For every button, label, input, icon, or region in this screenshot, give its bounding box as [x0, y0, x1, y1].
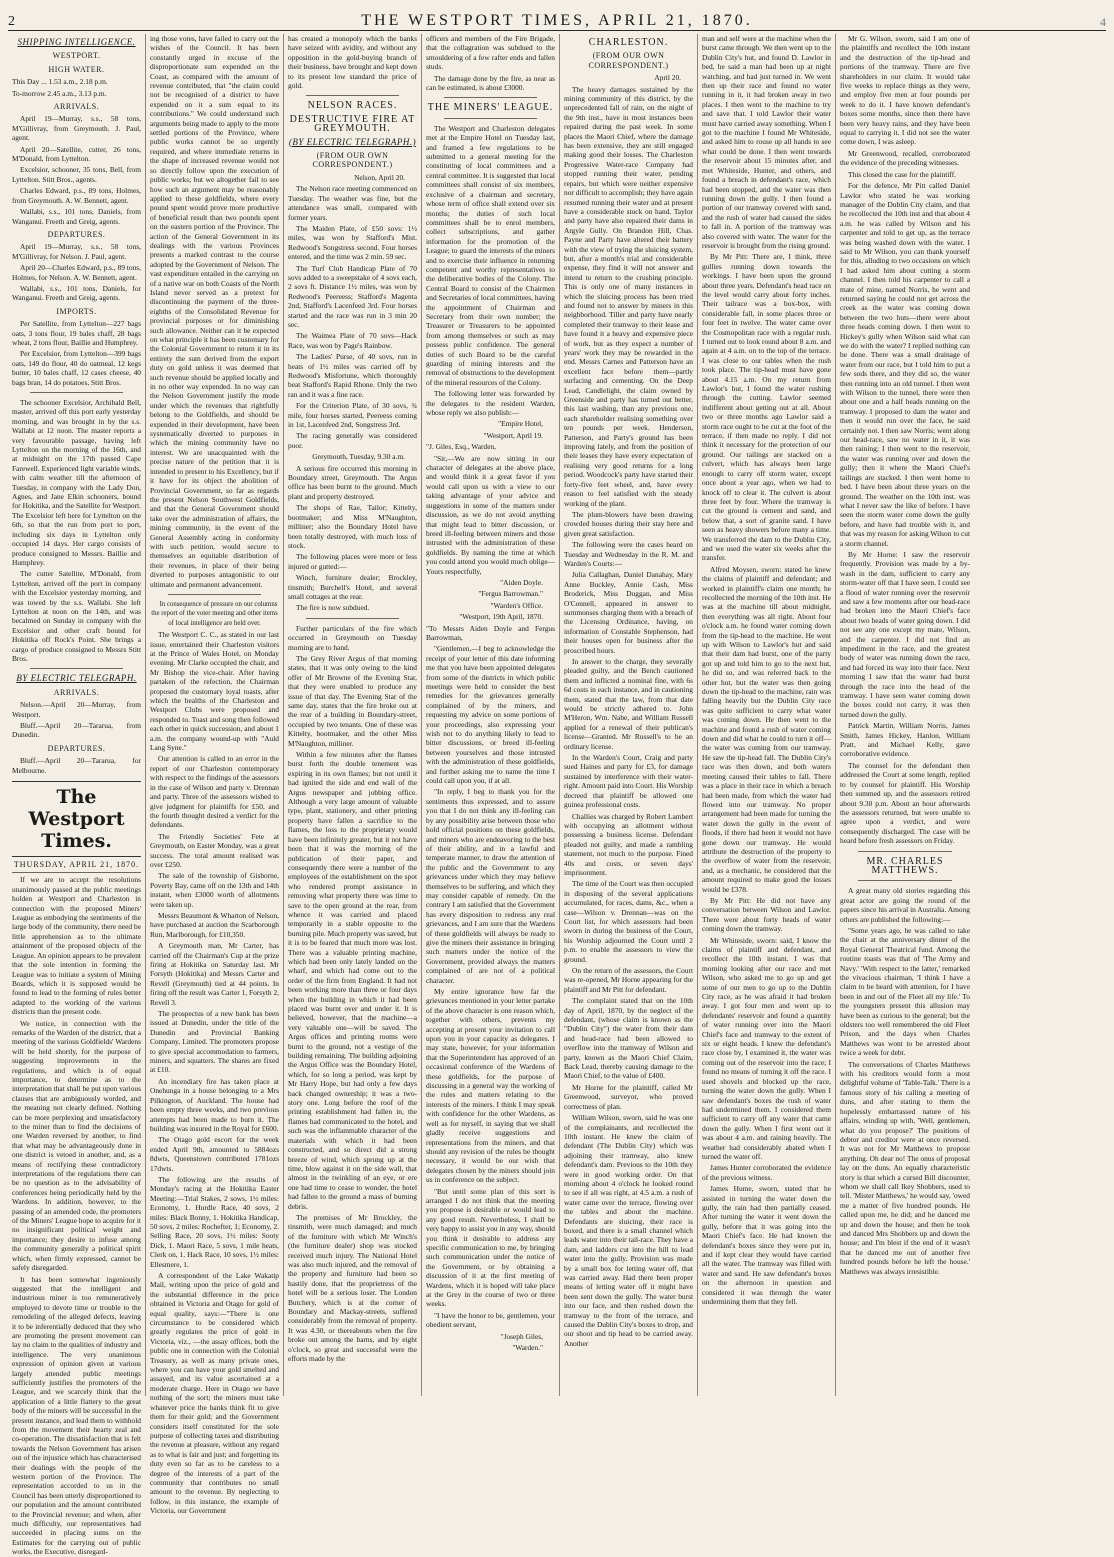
arrivals-heading: ARRIVALS.	[53, 102, 100, 112]
court-report: By Mr Pitt: There are, I think, three gullies running down towards the workings. I have been upon the ground about three years. Defendant's head race on the level would carry about forty inches. Their tailrace was a box-box, with considerable fall, in some places three or four feet in twelve. The water came over the Cosmopolitan race with a regular rush. I turned out to look round about 8 a.m. and again at 4 a.m. on to the top of the terrace. I was close to our tables when the rush took place. The tip-head must have gone about 4.15 a.m. On my return from Lawlor's hut, I found the water rushing through the cutting. Lawlor seemed indifferent about getting out at all. About two or three months ago Lawlor said a storm race ought to be cut at the foot of the terrace, if then made no reply. I did not think it necessary for the protection of our ground. Our tailings are stacked on a culvert, which has always been large enough to carry off storm water, except once about a year ago, when we had to knock off to clear it. The culvert is about three feet by four. Where the tramway is cut the ground is cement and sand, and below that, a sort of granite sand. I have seen as heavy showers before many a time. We transferred the dam to the Dublin City, and we used the water six weeks after the transfer.	[702, 252, 831, 563]
shipping-paragraph: The cutter Satellite, M'Donald, from Lyttelton, arrived off the port in company with the Excelsior yesterday morning, and was towed by the s.s. Wallabi. She left Lyttelton at noon on the 14th, and was becalmed on Sunday in company with the Excelsior and other craft bound for Hokitika off Rock's Point. She brings a cargo of produce consigned to Messrs Stitt Bros.	[12, 569, 141, 663]
court-report-continued: man and self were at the machine when the burst came through. We then went up to the Dublin City's hut, and found D. Lawlor in bed, he said a man had been up at night watching, and had just turned in. We went then up their race and found no water running in it, it had broken away in two places. I then went to the machine to try and save that. I told Lawlor their water must have carried away something. When I got to the machine I found Mr Whiteside, and asked him to rouse up all hands to see what could be done. I then went towards the reservoir about 15 minutes after, and met Whiteside, Hunter, and others, and found a breach in defendant's race, which had been stopped, and the water was then running down the gully. I then found a portion of our tramway covered with sand, and the rush of water had caused the sides to fall in. A portion of the tramway was also covered with water. The water for the reservoir is brought from the rising ground.	[702, 34, 831, 250]
fire-report: Winch, furniture dealer; Brockley, tinsmith; Burchell's Hotel, and several small cottages at the rear.	[288, 573, 417, 601]
divider	[168, 594, 261, 595]
fire-report: The following places were more or less injured or gutted:—	[288, 552, 417, 571]
imports-heading: IMPORTS.	[56, 306, 97, 316]
tel-departure-item: Bluff.—April 20—Tararua, for Melbourne.	[12, 756, 141, 775]
high-water-line: This Day ... 1.53 a.m., 2.18 p.m.	[12, 77, 108, 87]
court-report: The counsel for the defendant then addressed the Court at some length, replied to by counsel for plaintiff. His Worship then summed up, and the assessors retired about 9.30 p.m. About an hour afterwards the assessors returned, but were unable to agree upon a verdict, and were consequently discharged. The case will be heard before fresh assessors on Friday.	[840, 760, 970, 846]
court-report: Mr Whiteside, sworn: said, I know the claims of plaintiff and defendant, and recollect the 10th instant. I was that morning looking after our race and met Wilson, who asked me to go up and get some of our men to go up to the Dublin City race, as he was afraid it had broken away. I got four men and went up to defendants' reservoir and found a quantity of water running over into the Maori Chief's face and tramway to the extent of six or eight heads. I knew the defendant's race close by, I examined it, the water was coming out of the reservoir into the race; I found no means of turning it off the race. I used shovels and blocked up the race, turning the water down the gully. When I saw defendant's boxes the rush of water had undermined them. I considered them sufficient to carry off any water that came down the gully. When I first went out it was about 4 a.m. and raining heavily. The weather had considerably abated when I turned the water off.	[702, 935, 831, 1161]
charleston-paragraph: In the Warden's Court, Craig and party sued Haines and party for £3, for damage sustained by interference with their water-right. Amount paid into Court. His Worship decreed that plaintiff be allowed one guinea professional costs.	[564, 753, 693, 810]
divider	[12, 872, 141, 873]
news-item: The Friendly Societies' Fete at Greymouth, on Easter Monday, was a great success. The total amount realised was over £250.	[150, 831, 279, 869]
race-report: For the Criterion Plate, of 30 sovs, ¾ mile, four horses started, Peereess coming in 1st, Lacenfeed 2nd, Songstress 3rd.	[288, 401, 417, 430]
court-report: By Mr Pitt: He did not have any conversation between Wilson and Lawlor. There were about forty heads of water coming down the tramway.	[702, 895, 831, 934]
import-item: Per Excelsior, from Lyttelton—399 bags oats, 149 do flour, 40 do oatmeal, 12 kegs butter, 10 bales chaff, 12 cases cheese, 40 bags bran, 14 do potatoes, Stitt Bros.	[12, 349, 141, 387]
charleston-paragraph: Mr Horne for the plaintiff, called Mr Greenwood, surveyor, who proved correctness of plan.	[564, 1082, 693, 1111]
charleston-paragraph: In answer to the charge, they severally pleaded guilty, and the Bench cautioned them and inflicted a nominal fine, with 6s 6d costs in each instance, and in cautioning them, stated that the law, from that date would be strictly adhered to. John M'Heron, Wm. Nabe, and William Russell applied for a renewal of their publican's license—Granted. Mr Russell's to be an ordinary license.	[564, 657, 693, 751]
shipping-paragraph: The schooner Excelsior, Archibald Bell, master, arrived off this port early yesterday morning, and was brought in by the s.s. Wallabi at 12 noon. The master reports a very favourable passage, having left Lyttelton on the morning of the 16th, and at midnight on the 17th passed Cape Farewell. Experienced light variable winds, with calm weather till the afternoon of Tuesday, in company with the Lady Don, Agnes, and Jane Elkin schooners, bound for Hokitika, and the Satellite for Westport. The Excelsior left here for Lyttelton on the 6th, so that the run from port to port, including six days in Lyttelton only occupied 14 days. Her cargo consists of produce consigned to Messrs. Baillie and Humphrey.	[12, 398, 141, 567]
divider	[858, 851, 952, 852]
column-6	[698, 34, 836, 1396]
high-water-heading: HIGH WATER.	[48, 64, 105, 74]
divider	[858, 880, 952, 881]
place-date: Greymouth, Tuesday, 9.30 a.m.	[312, 452, 405, 462]
letter-body: "Sir,—We are now sitting in our character of delegates at the above place, and would think it a great favor if you would call upon us with a view to our taking advantage of your advice and suggestions in some of the matters under discussion, as we do not avoid anything that might lead to bitter discussion, or breed ill-feeling between miners and those intrusted with the administration of these goldfields. By naming the time at which you could attend you would much oblige—Yours respectfully,	[426, 453, 555, 576]
letter-salutation: "To Messrs Aiden Doyle and Fergus Barrowman,	[426, 623, 555, 642]
race-report: The Maiden Plate, of £50 sovs: 1½ miles, was won by Stafford's Mist. Redwood's Songstress second. Four horses entered, and the time was 2 min. 59 sec.	[288, 223, 417, 262]
column-2	[146, 34, 284, 1516]
race-report: The Turf Club Handicap Plate of 70 sovs added to a sweepstake of 4 sovs each, 2 sovs ft. Distance 1½ miles, was won by Redwood's Peereess; Stafford's Magenta 2nd, Stafford's Lacenfeed 3rd. Four horses started and the race was run in 3 min 20 sec.	[288, 263, 417, 329]
correspondent-heading: (FROM OUR OWN CORRESPONDENT.)	[588, 51, 669, 70]
notice: In consequence of pressure on our columns the report of the voter meeting and other items of local intelligence are held over.	[151, 600, 278, 627]
letter-address: "Westport, 19th April, 1870.	[459, 612, 543, 622]
letter-address: "Westport, April 19.	[483, 430, 543, 440]
nelson-races-heading: NELSON RACES.	[307, 100, 398, 112]
fire-report: The damage done by the fire, as near as can be estimated, is about £3000.	[426, 73, 555, 93]
divider	[306, 95, 399, 96]
high-water-line: To-morrow 2.45 a.m., 3.13 p.m.	[12, 88, 107, 98]
letter-body: "Gentlemen,—I beg to acknowledge the receipt of your letter of this date informing me that you have been appointed delegates from some of the districts in which public meetings were held to consider the best remedies for the grievances generally complained of by the miners, and requesting my advice on some portions of your proceedings, also expressing your wish not to do anything likely to lead to bitter discussions, or breed ill-feeling between yourselves and those intrusted with the administration of these goldfields, and further asking me to name the time I could call upon you, if at all.	[426, 644, 555, 786]
column-5	[560, 34, 698, 1396]
fire-report: The fire is now subdued.	[296, 603, 370, 613]
charleston-heading: CHARLESTON.	[588, 37, 669, 48]
page-title: THE WESTPORT TIMES, APRIL 21, 1870.	[361, 12, 753, 29]
race-report: The Nelson race meeting commenced on Tuesday. The weather was fine, but the attendance was small, compared with former years.	[288, 184, 417, 222]
fire-report: The Grey River Argus of that morning states, that it was only owing to the kind offer of Mr Browne of the Evening Star, that they were enabled to produce any issue of that day. The Evening Star of the same day, states that the fire broke out at the rear of a building in Boundary-street, occupied by two tenants. One of these was Kittelty, bootmaker, and the other Miss M'Naughton, milliner.	[288, 653, 417, 748]
league-paragraph: The Westport and Charleston delegates met at the Empire Hotel on Tuesday last, and framed a few regulations to be submitted to a general meeting for the constituting of local committees and a central committee. It is suggested that local committees shall consist of six members, exclusive of a chairman and secretary, whose term of office shall extend over six months; the duties of such local committees shall be to enrol members, collect subscriptions, and gather information for the promotion of the League; to guard the interests of the miners and to exercise their influence in returning competent and worthy representatives to the deliberative bodies of the Colony. The Central Board to consist of the Chairmen and Secretaries of local committees, having the appointment of Chairman and Secretary from their own number; the Treasurer or Treasurers to be appointed from among themselves or such as may possess public confidence. The general duties of such Board to be the careful guarding of mining interests and the removal of obstructions to the development of the mineral resources of the Colony.	[426, 123, 555, 387]
charleston-paragraph: On the return of the assessors, the Court was re-opened, Mr Horne appearing for the plaintiff and Mr Pitt for defendant.	[564, 966, 693, 994]
arrival-item: April 20—Satellite, cutter, 26 tons, M'Donald, from Lyttelton.	[12, 144, 141, 164]
charleston-paragraph: Julia Callaghan, Daniel Danahay, Mary Anne Buckley, Annie Cash, Miss Broderick, Miss Duggan, and Miss O'Connell, appeared in answer to summonses charging them with a breach of the Licensing Ordinance, having, on information of Constable Stephenson, had their houses open for business after the proscribed hours.	[564, 570, 693, 655]
fire-heading: DESTRUCTIVE FIRE AT GREYMOUTH.	[289, 113, 416, 135]
departure-item: April 20—Charles Edward, p.s., 89 tons, Holmes, for Nelson. A. W. Bennett, agent.	[12, 263, 141, 282]
telegraph-subheading: (BY ELECTRIC TELEGRAPH.)	[288, 136, 417, 147]
charleston-paragraph: The heavy damages sustained by the mining community of this district, by the unprecedented fall of rain, on the night of the 9th inst., have in most instances been repaired during the past week. In some places the Maori Chief, where the damage has been extensive, they are still engaged making good their losses. The Charleston Progressive Water-race Company had stopped running their water, pending repairs, but which were neither expensive nor difficult to accomplish; they have again resumed running their water and at present have a considerable stock on hand. Taylor and party have also repaired their dams in Argyle Gully. On Brandon Hill, Chas. Payne and Party have altered their battery with the view of trying the sluicing system, but, after a month's trial and considerable expense, they find it will not answer and intend to return to the crushing principle. This is only one of many instances in which the sluicing process has been tried and found not to answer by miners in this neighborhood. Tiller and party have nearly completed their tramway to their lease and have found it a heavy and expensive piece of work, but as they expect a number of years' work they may be rewarded in the end. Messrs Carnes and Patterson have an excellent face before them—partly surfacing and cementing. On the Deep Lead, Candlelight, the claim owned by Greenside and party has turned out better, this last washing, than any previous one, each shareholder realising something over ten pounds per week. Henderson, Patterson, and Party's ground has been improving lately, and from the position of their leases they have every expectation of realising very good returns for a long period. Woodcock's party have started their forty-five feet wheel, and, have every reason to feel satisfied with the steady working of the plant.	[564, 84, 693, 508]
letter-salutation: "J. Giles, Esq., Warden,	[426, 442, 497, 452]
court-report: James Hume, sworn, stated that he assisted in turning the water down the gully, the rain had then partially ceased. After turning the water it went down the gully, before that it was going into the Maori Chief's face. He had known the defendant's boxes since they were put in, and if kept clear they would have carried all the water. The tramway was filled with water and sand. He saw defendant's boxes on the afternoon in question and considered it was through the water undermining them that they fell.	[702, 1184, 831, 1307]
masthead	[8, 6, 1106, 31]
court-report: For the defence, Mr Pitt called Daniel Lawlor who stated he was working manager of the Dublin City claim, and that he recollected the 10th inst and that about 4 a.m. he was called by Wilson and his carpenter and told to get up, as the terrace was being washed down with the water. I said to Mr Wilson, you can thank yourself for this, alluding to two occasions on which I had asked him about cutting a storm channel. I then told his carpenter to call a mate of mine, named Norris, he went and returned saying he could not get across the creek as the water was coming down between the two huts—there were about three heads coming down. I then went to Hickey's gully when Wilson said what can we do with the water? I replied nothing can be done. There was a small drainage of water from our race, but I told him to put a few sods there, and they did so, the water then running into an old tunnel. I then went with Wilson to the tunnel, there were then about one and a half heads running on the tramway. I proposed to dam the water and then it would run over the face, he said certainly not. I then saw Norris; went along our head-race, saw no water in it, it was then raining; I then went to the reservoir, the water was running over and down the gully; then it where the Maori Chief's tailings are stacked. I then went home to bed. I have been about three years on the ground. The weather on the 10th inst. was what I never saw the like of before. I have seen the storm water come down the gully before, and have had trouble with it, and that was my reason for asking Wilson to cut a storm channel.	[840, 181, 970, 548]
dateline: THURSDAY, APRIL 21, 1870.	[13, 860, 140, 870]
miners-league-heading: THE MINERS' LEAGUE.	[427, 102, 554, 114]
column-4	[422, 34, 560, 1396]
columns	[8, 34, 1106, 1557]
letter-body: "But until some plan of this sort is arranged I do not think that the meeting you propose is desirable or would lead to any good result. Nevertheless, I shall be very happy to assist you in any way, should you think it desirable to address any specific communication to me, by bringing such communication under the notice of the Government, or by obtaining a discussion of it at the first meeting of Wardens, which it is hoped will take place at the Grey in the course of two or three weeks.	[426, 1186, 555, 1309]
divider	[444, 118, 537, 119]
fire-report: A serious fire occurred this morning in Boundary street, Greymouth. The Argus office has been burnt to the ground. Much plant and property destroyed.	[288, 463, 417, 501]
charleston-paragraph: Challies was charged by Robert Lambert with occupying an allotment without possessing a business license. Defendant pleaded not guilty, and made a rambling statement, not much to the purpose. Fined 40s and costs, or seven days' imprisonment.	[564, 811, 693, 877]
news-item: The sale of the township of Gisborne, Poverty Bay, came off on the 13th and 14th instant, when £3000 worth of allotments were taken up.	[150, 871, 279, 909]
race-report: The Ladies' Purse, of 40 sovs, run in heats of 1½ miles was carried off by Redwood's Misfortune, which thoroughly beat Stafford's Rapid Rhone. Only the two ran and it was a fine race.	[288, 352, 417, 399]
court-report: By Mr Horne: I saw the reservoir frequently. Provision was made by a by-wash in the dam, sufficient to carry any storm-water off that I have seen. I could see a flood of water running over the reservoir and saw a few moments after our head-race had broken into the Maori Chief's face about two heads of water going down. I did not see any one except my mate, Wilson, and the carpenter. I did not find an impediment in the race, and the greatest body of water was running down the race, and had forced its way into their face. Next morning I saw that the water had burst through the race into the head of the tramway. I have seen water coming down the boxes could not carry, it was then turned down the gully.	[840, 549, 970, 719]
court-report: Alfred Moysen, sworn: stated he knew the claims of plaintiff and defendant; and worked in plaintiff's claim one month; he recollected the morning of the 10th inst. He was at the machine till about midnight, then everything was all right. About four o'clock a.m. he found water coming down from the tip-head to the machine. He went up with Wilson to Lawlor's hut and said that their dam had burst, one of the party got up and told him to go to the next hut, he did so, and was referred back to the other hut, but the water was then going down the tip-head to the machine, rain was falling heavily but the Dublin City race was quite sufficient to carry what water was coming down. He then went to the machine and found a rush of water coming down and did what he could to turn it off—the water was coming from our tramway. He saw the tip-head fall. The Dublin City's race was then down, and both waters meeting caused their tables to fall. There was a place in their race in which a breach had been made, from which the water had flowed into our tramway. No proper arrangement had been made for turning the water down the gully in the event of floods, if there had been it would not have gone down our tramway. He would attribute the destruction of the property to the overflow of water from the reservoir, and, as a mechanic, he considered that the amount required to make good the losses would be £378.	[702, 564, 831, 894]
arrival-item: Excelsior, schooner, 35 tons, Bell, from Lyttelton. Stitt Bros., agents.	[12, 165, 141, 184]
charleston-paragraph: The following were the cases heard on Tuesday and Wednesday in the R. M. and Warden's Courts:—	[564, 540, 693, 568]
telegraph-heading: BY ELECTRIC TELEGRAPH.	[16, 673, 137, 684]
departures-heading: DEPARTURES.	[47, 229, 106, 239]
editorial-paragraph: We notice, in connection with the remarks of the Warden of the district, that a meeting of the various Goldfields' Wardens will be held shortly, for the purpose of suggesting improvements in the regulations, and which is of equal importance, to determine as to the interpretation that shall be put upon various clauses that are ambiguously worded, and the meaning not clearly defined. Nothing can be more perplexing and unsatisfactory to the miner than to find the decisions of one Warden reversed by another, to find that what may be advantageously done in one district is vetoed in another, and, as a means of rectifying these contradictory interpretations of the regulations there can be no question as to the advisability of conferences being periodically held by the Wardens. In addition, however, to the passing of an amended code, the promoters of the Miners' League hope to acquire for it no insignificant political weight and importance; they desire to infuse among the community generally a political spirit which, when firmly expressed, cannot be safely disregarded.	[12, 1018, 141, 1273]
league-paragraph: The following letter was forwarded by the delegates to the resident Warden, whose reply we also publish:—	[426, 389, 555, 418]
news-item: A correspondent of the Lake Wakatip Mail, writing upon the price of gold and the substantial difference in the price obtained in Victoria and Otago for gold of equal quality, says:—"There is one circumstance to be considered which greatly regulates the price of gold in Victoria, viz., —the assay offices, both the public one in connection with the Colonial Treasury, as well as many private ones, where you can have your gold smelted and assayed, and its value ascertained at a moderate charge. Here in Otago we have nothing of the sort; the miners must take whatever price the banks think fit to give them for their gold; and the Government considers itself constituted for the sole purpose of collecting taxes and distributing the revenue at pleasure, without any regard as to what is fair and just; and forgetting its duty even so far as to be careless to a degree of the interests of a part of the community that contributes no small amount to the revenue. By neglecting to follow, in this instance, the example of Victoria, our Government	[150, 1271, 279, 1516]
news-item: The prospectus of a new bank has been issued at Dunedin, under the title of the Dunedin and Provincial Banking Company, Limited. The promoters propose to give special accommodation to farmers, miners, and squatters. The shares are fixed at £10.	[150, 1009, 279, 1075]
matthews-heading: MR. CHARLES MATTHEWS.	[866, 855, 944, 876]
news-item: An incendiary fire has taken place at Onehunga in a house belonging to a Mrs Pilkington, of Auckland. The house had been empty three weeks, and two previous attempts had been made to burn it. The building was insured in the Royal for £600.	[150, 1076, 279, 1133]
letter-signature: "Joseph Giles,	[500, 1331, 543, 1341]
letter-signature: "Aiden Doyle.	[500, 577, 543, 587]
divider	[30, 392, 123, 393]
tel-arrivals-heading: ARRIVALS.	[53, 687, 100, 697]
letter-signature: "Fergus Barrowman."	[478, 589, 543, 599]
shipping-heading: SHIPPING INTELLIGENCE.	[17, 37, 136, 47]
departure-item: Wallabi, s.s., 101 tons, Daniels, for Wanganui. Freeth and Greig, agents.	[12, 283, 141, 303]
corner-mark: 4	[1100, 15, 1106, 29]
place-date: Nelson, April 20.	[354, 172, 405, 182]
divider	[306, 618, 399, 619]
divider	[444, 97, 537, 98]
court-report: Patrick Martin, William Norris, James Smith, James Hickey, Hanlon, William Pratt, and Michael Kelly, gave corroborative evidence.	[840, 721, 970, 759]
letter-body: "I have the honor to be, gentlemen, your obedient servant,	[426, 1310, 555, 1330]
court-report: Mr G. Wilson, sworn, said I am one of the plaintiffs and recollect the 10th instant and the destruction of the tip-head and portions of the tramway. There are five shareholders in our claim. It would take five weeks to replace things as they were, and employ five men at four pounds per week to do it. I have known defendant's boxes some months, since then there have been very heavy rains, and they have been equal to carrying it. I did not see the water come down, I was asleep.	[840, 34, 970, 147]
divider	[30, 668, 123, 669]
tel-arrival-item: Bluff.—April 20—Tararua, from Dunedin.	[12, 721, 141, 740]
arrival-item: Wallabi, s.s., 101 tons, Daniels, from Wanganui. Freeth and Greig, agents.	[12, 207, 141, 226]
arrival-item: Charles Edward, p.s., 89 tons, Holmes, from Greymouth. A. W. Bennett, agent.	[12, 186, 141, 205]
departure-item: April 19—Murray, s.s., 58 tons, M'Gillivray, for Nelson. J. Paul, agent.	[12, 242, 141, 261]
column-3	[284, 34, 422, 1396]
letter-body: "In reply, I beg to thank you for the sentiments thus expressed, and to assure you that I do not think any ill-feeling can by any possibility arise between those who hold official positions on these goldfields, and miners who are endeavoring to the best of their ability, and in a lawful and temperate manner, to draw the attention of the public and the Government to any grievances under which they may believe themselves to be suffering, and which they may consider capable of remedy. On the contrary I am satisfied that the Government has every disposition to redress any real grievances, and I am sure that the Wardens of these goldfields will always be ready to give the miners their assistance in bringing such matters under the notice of the Government, provided always the matters complained of are not of a political character.	[426, 787, 555, 985]
news-item: The following are the results of Monday's racing at the Hokitika Easter Meeting:—Trial Stakes, 2 sows, 1½ miles: Economy, 1. Hurdle Race, 40 sovs, 2 miles: Black Bonny, 1. Hokitika Handicap, 50 sovs, 2 miles: Rochefter, 1; Economy, 2. Selling Race, 20 sovs, 1½ miles: Sooty Dick, 1. Maori Race, 5 sovs, 1 mile heats, Clerk on, 1. Hack Race, 10 sovs, 1½ miles: Ellesmere, 1.	[150, 1174, 279, 1269]
court-report: Mr Greenwood, recalled, corroborated the evidence of the preceding witnesses.	[840, 148, 970, 168]
matthews-paragraph: The conversations of Charles Matthews with his creditors would form a most delightful volume of 'Table-Talk.' There is a famous story of his calling a meeting of duns, and after stating to them the hopelessly embarrassed nature of his affairs, winding up with, 'Well, gentlemen, what do you propose?' The positions of debtor and creditor were at once reversed. It was not for Mr Matthews to propose anything. Oh dear no! The onus of proposal lay on the duns. An equally characteristic story is that which a cursed Bill discounter, whom we shall call Ikey Shobbers, used to tell. 'Mister Matthews,' he would say, 'owed me a matter of five hundred pounds. He called upon me, he did; and he danced me up and down the house; and then he took and danced Mrs Shobbers up and down the house; and I'm blest if the end of it wasn't that he danced me out of another five hundred pounds before he left the house.' Matthews was always irresistible.	[840, 1059, 970, 1276]
matthews-paragraph: "Some years ago, he was called to take the chair at the anniversary dinner of the Royal General Theatrical fund. Among the routine toasts was that of 'The Army and Navy.' 'With respect to the latter,' remarked the vivacious chairman, 'I think I have a claim to be heard with attention, for I have been in and out of the Fleet all my life.' To the youngsters present this allusion may have been as curious to the general; but the oldsters too well remembered the old Fleet Prison, and the days when Charles Matthews was wont to be arrested about twice a week for debt.	[840, 925, 970, 1058]
column-1	[8, 34, 146, 1557]
fire-report: The premises of Mr Brockley, the tinsmith, were much damaged; and much of the furniture with which Mr Winch's (the furniture dealer) shop was stocked received much injury. The National Hotel was also much injured, and the removal of the property and furniture had been so hastily done, that the proprietress of the hotel will be a serious loser. The London Butchery, which is at the corner of Boundary and Mackay-streets, suffered considerably from the removal of property. It was 4.30, or thereabouts when the fire broke out among the barns, and by eight o'clock, so great and successful were the efforts made by the	[288, 1212, 417, 1364]
news-item: The Westport C. C., as stated in our last issue, entertained their Charleston visitors at the Prince of Wales Hotel, on Monday evening. Mr Clarke occupied the chair, and Mr Bishop the vice-chair. After having partaken of the refection, the Chairman proposed the customary loyal toasts, after which the healths of the Charleston and Westport Clubs were proposed and responded to. Toast and song then followed each other in quick succession, and about 1 a.m. the company wound-up with "Auld Lang Syne."	[150, 630, 279, 753]
import-item: Per Satellite, from Lyttelton—227 bags oats, 3 tons flour, 19 bales chaff, 28 bags wheat, 2 tons flour, Baillie and Humphrey.	[12, 319, 141, 347]
editorial-paragraph: It has been somewhat ingeniously suggested that the intelligent and industrious miner is too remuneratively employed to devote time or trouble to the remodeling of the alleged defects, leaving it to be inferentially deduced that they who are promoting the present movement can lay no claim to the qualities of industry and intelligence. The very unanimous expression of opinion given at various largely attended public meetings sufficiently justifies the promoters of the League, and we scarcely think that the application of a little flattery to the great body of the miners will be successful in the present instance, and lead them to withhold from the movement their hearty zeal and co-operation. The dissatisfaction that is felt towards the Nelson Government has arisen out of the injustice which has characterised their dealings with the people of the western portion of the Province. The representation accorded to us in the Council has been utterly disproportioned to our population and the amount contributed to the Provincial revenue; and when, after much difficulty, our representatives had succeeded in placing sums on the Estimates for the carrying out of public works, the Executive, disregard-	[12, 1274, 141, 1557]
news-item: Our attention is called to an error in the report of our Charleston contemporary with respect to the findings of the assessors in the case of Wilson and party v. Drennan and party. Three of the assessors wished to give judgment for plaintiffs for £50, and the fourth thought desired a verdict for the defendants.	[150, 754, 279, 830]
fire-report-continued: officers and members of the Fire Brigade, that the collagration was subdued to the smouldering of a few rafter ends and fallen studs.	[426, 34, 555, 72]
matthews-paragraph: A great many old stories regarding this great actor are going the round of the papers since his arrival in Australia. Among others are published the following:—	[840, 886, 970, 924]
westport-heading: WESTPORT.	[52, 51, 101, 61]
charleston-paragraph: William Wilson, sworn, said he was one of the complainants, and recollected the 10th instant. He knew the claim of defendant (The Dublin City) which was adjoining their tramway, also knew defendant's dam. Previous to the 10th they were in good working order. On that morning about 4 o'clock he looked round to see if all was right, at 4.5 a.m. a rush of water came over the terrace, flowing over the tables and about the machine. Defendants are sluicing, their race is boxed, and there is a small channel which leads water into their tail-race. They have a dam, and ladders cut into the hill to lead water into the gully. Provision was made by a small box for letting water off, that was carried away. Had there been proper means of letting water off it might have been sent down the gully. The water burst into our face, and then rushed down the tramway to the front of the terrace, and caused the Dublin City's boxes to drop, and our shoot and tip head to be carried away. Another	[564, 1113, 693, 1348]
tel-arrival-item: Nelson.—April 20—Murray, from Westport.	[12, 700, 141, 719]
arrival-item: April 19—Murray, s.s., 58 tons, M'Gillivray, from Greymouth. J. Paul, agent.	[12, 114, 141, 143]
charleston-paragraph: The plum-blowers have been drawing crowded houses during their stay here and given great satisfaction.	[564, 509, 693, 538]
court-report: James Hunter corroborated the evidence of the previous witness.	[702, 1163, 831, 1182]
race-report: The Waimea Plate of 70 sovs—Hack Race, was won by Page's Rainbow.	[288, 331, 417, 350]
fire-report: The shops of Rae, Tailor; Kittelty, bootmaker; and Miss M'Naughton, milliner; also the Boundary Hotel have been totally destroyed, with much loss of stock.	[288, 503, 417, 550]
column-7	[836, 34, 974, 1396]
news-item: Messrs Beaumont & Wharton of Nelson, have purchased at auction the Scarborough Run, Marlborough, for £10,350.	[150, 910, 279, 939]
editorial-continued: ing those votes, have failed to carry out the wishes of the Council. It has been constantly urged in excuse of the disproportionate sum expended on the Coast, as compared with the amount of revenue contributed, that "the claim could not be recognised of a district to have expended on it a sum equal to its contributions." We could understand such arguments being made to apply to the more settled portions of the Province, where public works cannot be so urgently required, and where immediate returns in the shape of increased revenue would not so directly follow upon the execution of public works; but we altogether fail to see how such an argument may be reasonably applied to these goldfields, where every pound spent would prove more productive of beneficial result than two pounds spent on the eastern portion of the Province. The action of the General Government in its dealings with the various Provinces presents a marked contrast to the course adopted by the Government of Nelson. The vast expenditure entailed in the carrying on of a native war on both Coasts of the North Island never served as a pretext for discontinuing the payment of the three-eighths of the Consolidated Revenue for provincial purposes or for diminishing such allowance. Neither can it be expected on what principle it has been customary for the Colonial Government to return it in its entirety the sum derived from the export duty on gold unless it was deemed that such revenue should be applied locally and in no other way expended. In no way can the Nelson Government justify the mode under which the revenues that rightfully belong to the Goldfields, and should be expended in their development, have been systematically diverted to purposes in which the mining community have no interest. We are unacquainted with the precise nature of the petition that it is intended to present to his Excellency, but if it have for its object the abolition of Provincial Government, so far as regards the present Nelson Southwest Goldfields, and that the General Government should take over the administration of affairs, the mining community, in the event of the General Assembly acting in conformity with such petition, would secure to themselves an equitable distribution of their revenues, in place of their being diverted to purposes antagonistic to our ultimate and permanent advancement.	[150, 34, 279, 589]
editorial-paragraph: If we are to accept the resolutions unanimously passed at the public meetings holden at Westport and Charleston in connection with the proposed Miners' League as embodying the sentiments of the large body of the community, there need be little apprehension as to the ultimate attainment of the proposed objects of the League. An opinion appears to be prevalent that the sole intention in forming the League was to initiate a system of Mining Boards, which it is supposed would be found to lead to the forming of rules better adapted to the working of the various districts than the present code.	[12, 875, 141, 1017]
fire-report: Further particulars of the fire which occurred in Greymouth on Tuesday morning are to hand.	[288, 623, 417, 652]
news-item: A Greymouth man, Mr Carter, has carried off the Chairman's Cup at the prize firing at Hokitika on Saturday last. Mr Forsyth (Hokitika) and Messrs Carter and Revell (Greymouth) tied at 44 points. In firing off the result was Carter 1, Forsyth 2, Revell 3.	[150, 941, 279, 1007]
newspaper-banner: The Westport Times.	[12, 781, 141, 857]
letter-address: "Warden's Office.	[490, 600, 543, 610]
charleston-paragraph: The complaint stated that on the 10th day of April, 1870, by the neglect of the defendant, (whose claim is known as the "Dublin City") the water from their dam and head-race had been allowed to overflow into the tramway of Wilson and party, known as the Maori Chief Claim, Back Lead, thereby causing damage to the Maori Chief, to the value of £400.	[564, 996, 693, 1081]
letter-address: "Empire Hotel,	[498, 419, 543, 429]
page-number: 2	[8, 14, 15, 29]
place-date: April 20.	[654, 73, 681, 83]
letter-signature: "Warden."	[512, 1343, 543, 1353]
fire-report: Within a few minutes after the flames burst forth the double tenement was expiring in its own flames; but not until it had ignited the side and end wall of the Argus newspaper and jobbing office. Although a very large amount of valuable type, plant, stationery, and other printing property have fallen a sacrifice to the flames, the loss to the proprietary would have been infinitely greater, but it not have been that it was the morning of the publication of their paper, and consequently there were a number of the employees of the establishment on the spot who rendered prompt assistance in removing what property there was time to save to the open ground at the rear, from whence it was carried and placed temporarily in a stable opposite to the burning pile. Much property was saved, but it is to be feared that much more was lost. There was a valuable printing machine, which had been only lately landed on the wharf, and which had come out to the order of the firm from England. It had not been working more than three or four days when the building in which it had been placed was burnt over and under it. It is believed, however, that the machine—a very valuable one—will be saved. The Argus offices and printing rooms were burnt to the ground, not a vestige of the building remaining. The building adjoining the Argus Office was the Boundary Hotel, which, for so long a period, was kept by Mr Harry Hope, but had only a few days back changed ownership; it was a two-story one. Long before the roof of the printing establishment had fallen in, the flames had communicated to the hotel, and such was the inflammable character of the materials with which it had been constructed, and so direct did a strong breeze of wind, which sprung up at the time, blow against it on the side wall, that almost in the twinkling of an eye, or ere one had time to cease to wonder, the hotel had fallen to the ground a mass of burning debris.	[288, 750, 417, 1211]
news-item-continued: has created a monopoly which the banks have seized with avidity, and without any opposition in the gold-buying branch of their business, have brought and kept down to its present low standard the price of gold.	[288, 34, 417, 91]
race-report: The racing generally was considered poor.	[288, 431, 417, 450]
letter-body: My entire ignorance how far the grievances mentioned in your letter partake of the above character is one reason which, together with others, prevents my accepting at present your invitation to call upon you in your capacity as delegates. I may state, however, for your information that the Superintendent has approved of an occasional conference of the Wardens of these goldfields, for the purpose of discussing in a general way the working of the rules and matters relating to the interests of the miners. I think I may speak with confidence for the other Wardens, as well as for myself, in saying that we shall gladly receive suggestions and representations from the miners, and that should any revision of the rules be thought necessary, it would be our wish that delegates chosen by the miners should join us in conference on the subject.	[426, 987, 555, 1185]
tel-departures-heading: DEPARTURES.	[47, 743, 106, 753]
correspondent-heading: (FROM OUR OWN CORRESPONDENT.)	[312, 151, 393, 170]
court-report: This closed the case for the plaintiff.	[848, 169, 957, 179]
news-item: The Otago gold escort for the week ended April 9th, amounted to 5884ozs 8dwts, Queenstown contributed 1781ozs 17dwts.	[150, 1135, 279, 1173]
charleston-paragraph: The time of the Court was then occupied in disposing of the several applications accumulated, for races, dams, &c., when a case—Wilson v. Drennan—was on the Court list, for which assessors had been sworn in during the business of the Court, his Worship adjourned the Court until 2 p.m. to enable the assessors to view the ground.	[564, 879, 693, 964]
